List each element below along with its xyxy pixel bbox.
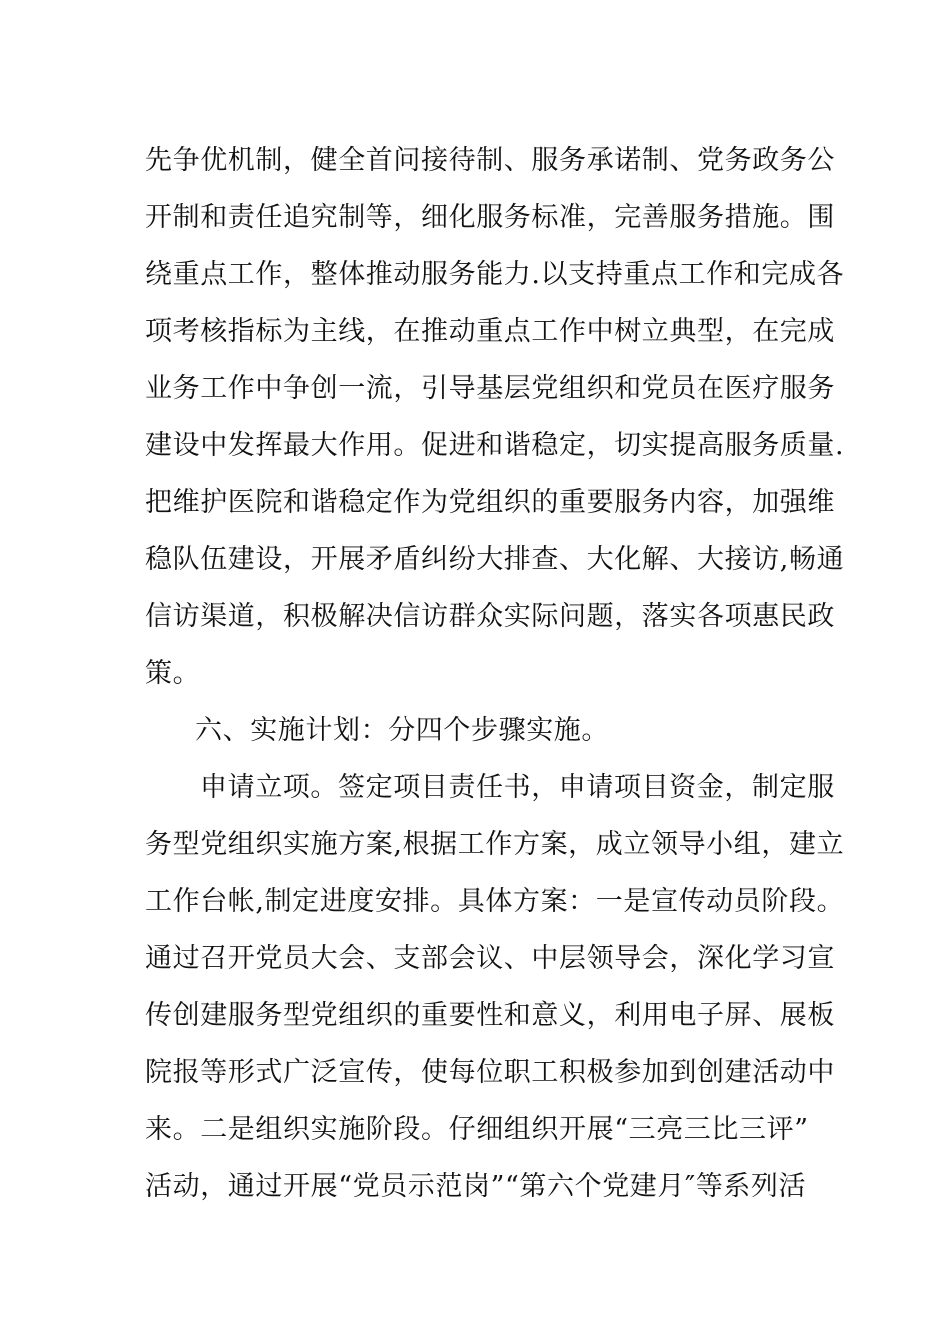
- text-line-9: 信访渠道，积极解决信访群众实际问题，落实各项惠民政: [145, 601, 835, 632]
- text-line-3: 绕重点工作，整体推动服务能力.以支持重点工作和完成各: [145, 259, 845, 290]
- text-line-10: 策。: [145, 658, 201, 689]
- text-line-2: 开制和责任追究制等，细化服务标准，完善服务措施。围: [145, 202, 835, 233]
- text-line-19: 活动，通过开展“党员示范岗”“第六个党建月″等系列活: [145, 1171, 807, 1202]
- text-line-17: 院报等形式广泛宣传，使每位职工积极参加到创建活动中: [145, 1057, 835, 1088]
- text-line-5: 业务工作中争创一流，引导基层党组织和党员在医疗服务: [145, 373, 835, 404]
- text-line-6: 建设中发挥最大作用。促进和谐稳定，切实提高服务质量.: [145, 430, 845, 461]
- text-line-15: 通过召开党员大会、支部会议、中层领导会，深化学习宣: [145, 943, 835, 974]
- section-heading: 六、实施计划：分四个步骤实施。: [195, 715, 609, 746]
- text-line-16: 传创建服务型党组织的重要性和意义，利用电子屏、展板: [145, 1000, 835, 1031]
- text-line-7: 把维护医院和谐稳定作为党组织的重要服务内容，加强维: [145, 487, 835, 518]
- text-line-13: 务型党组织实施方案,根据工作方案，成立领导小组，建立: [145, 829, 845, 860]
- text-line-1: 先争优机制，健全首问接待制、服务承诺制、党务政务公: [145, 145, 835, 176]
- text-line-12: 申请立项。签定项目责任书，申请项目资金，制定服: [200, 772, 835, 803]
- text-line-14: 工作台帐,制定进度安排。具体方案：一是宣传动员阶段。: [145, 886, 845, 917]
- text-line-4: 项考核指标为主线，在推动重点工作中树立典型，在完成: [145, 316, 835, 347]
- text-line-18: 来。二是组织实施阶段。仔细组织开展“三亮三比三评”: [145, 1114, 809, 1145]
- text-line-8: 稳队伍建设，开展矛盾纠纷大排查、大化解、大接访,畅通: [145, 544, 845, 575]
